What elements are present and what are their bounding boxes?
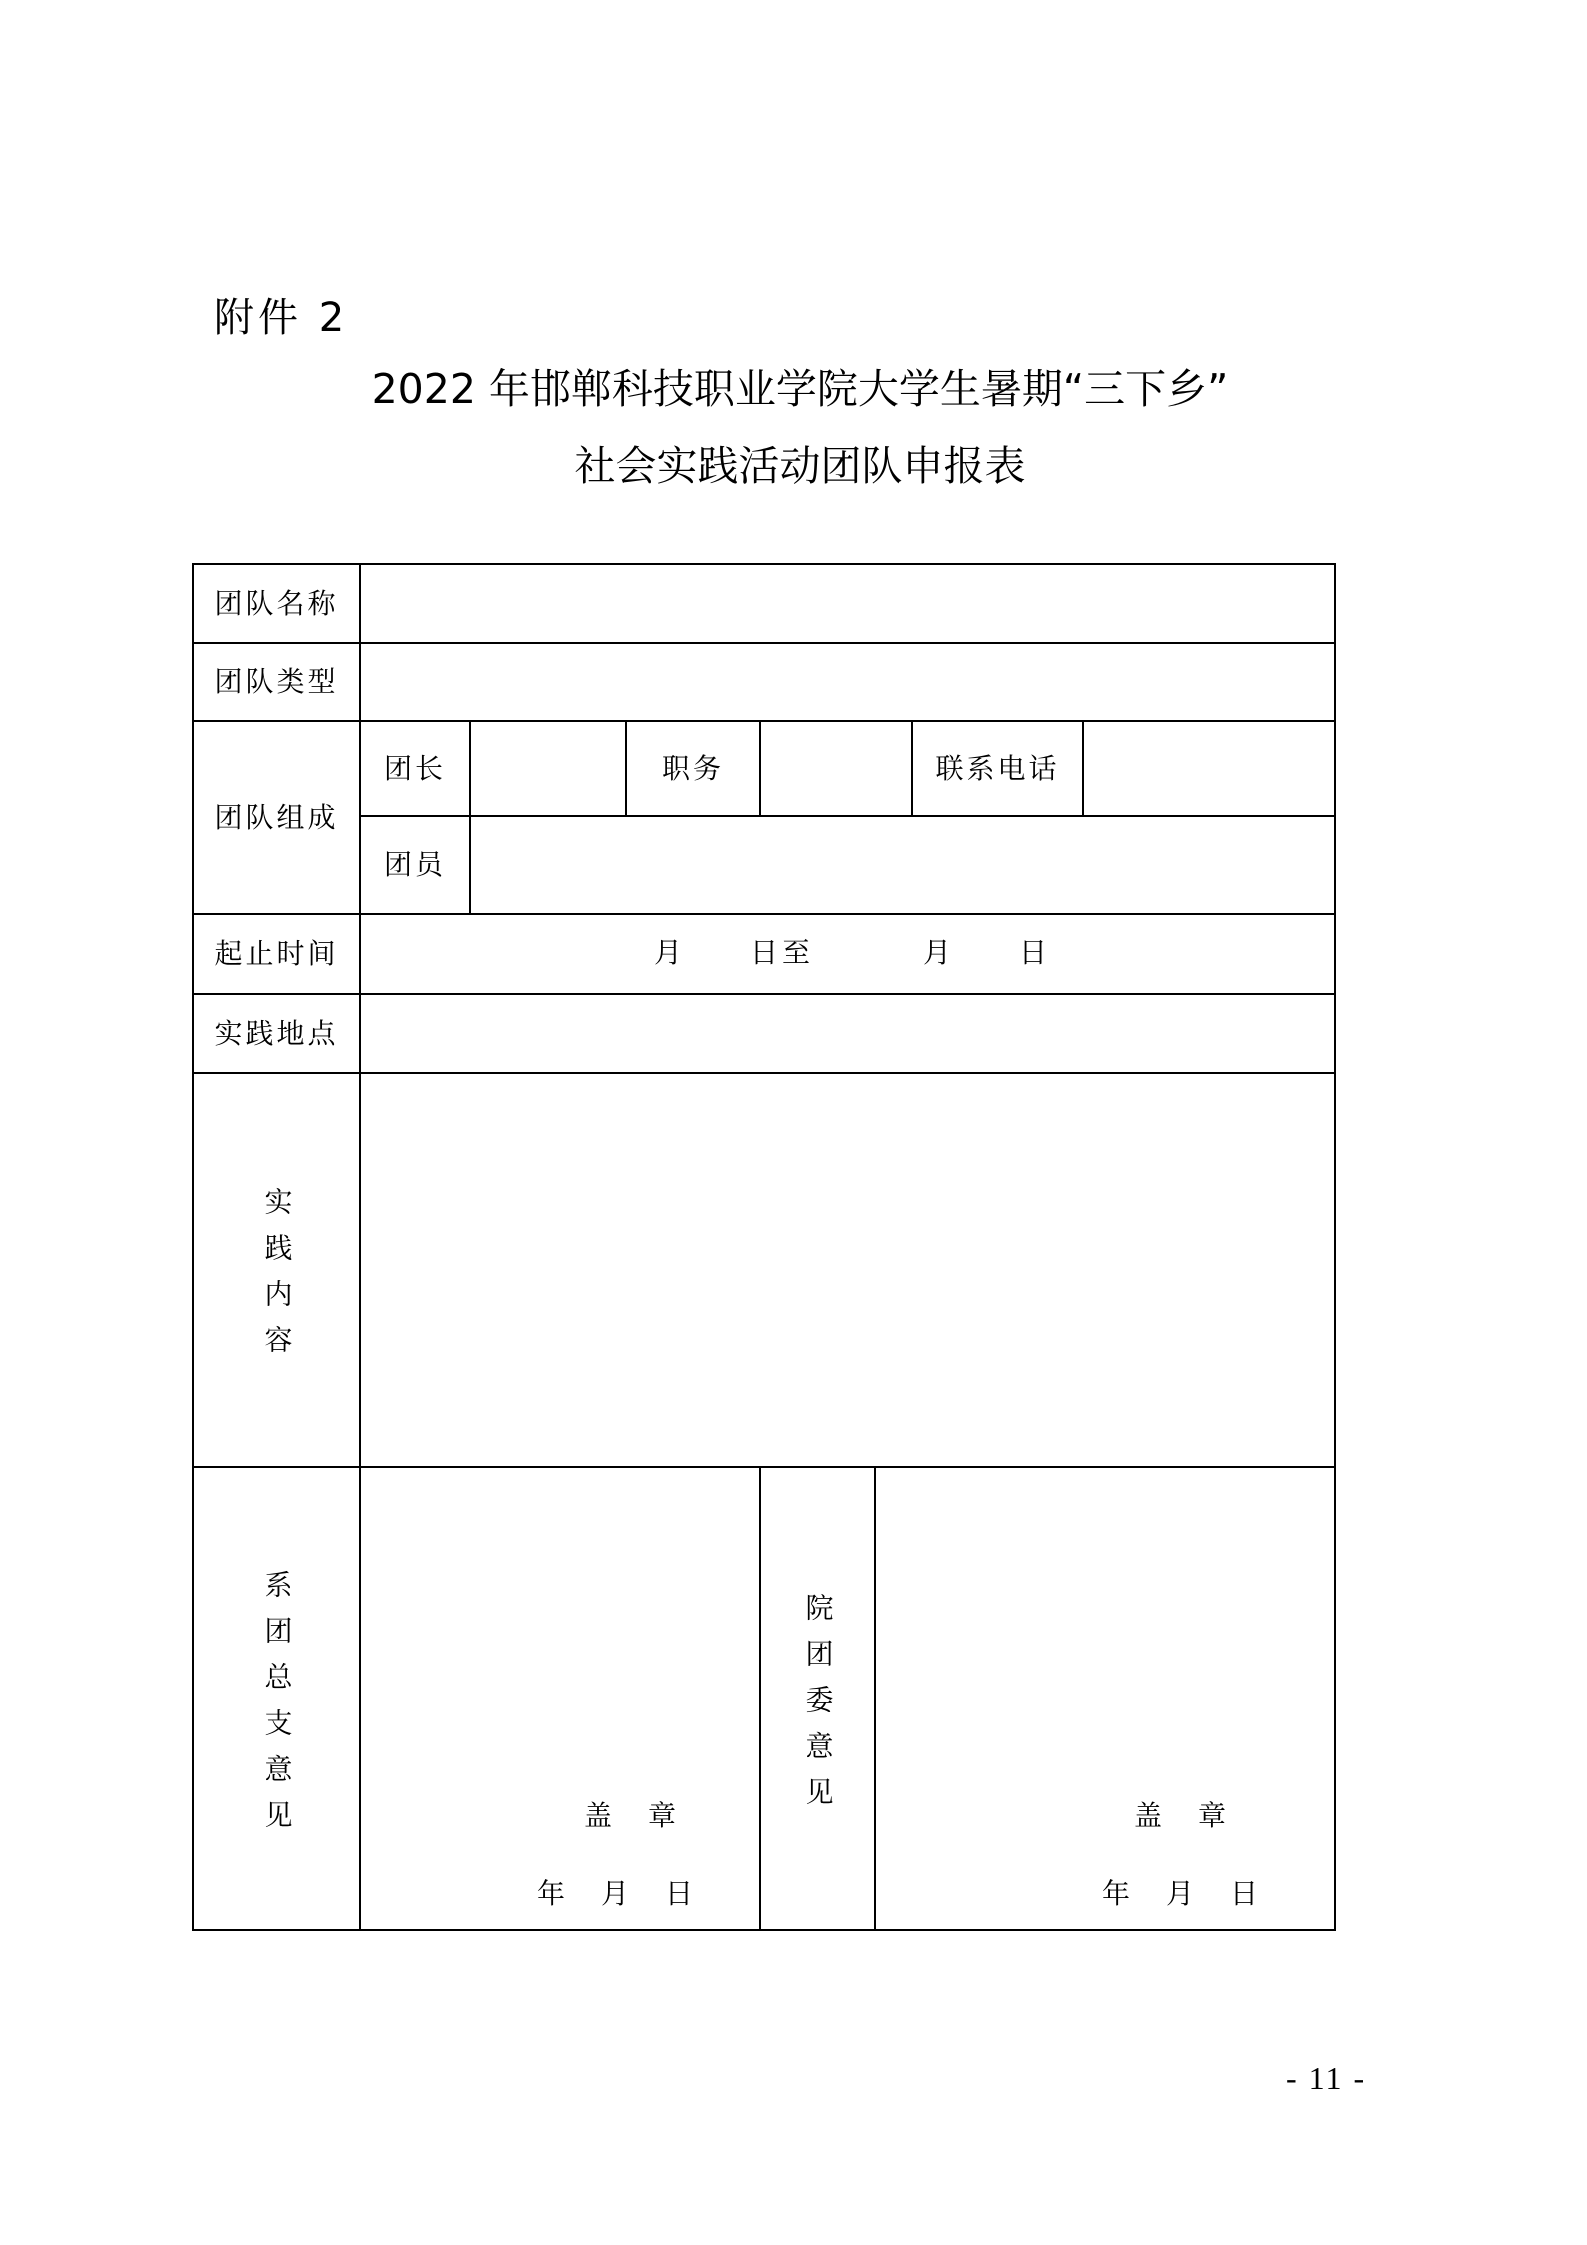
team-type-label: 团队类型 (194, 644, 361, 722)
period-end-day: 日 (1019, 936, 1052, 969)
period-label: 起止时间 (194, 915, 361, 995)
college-opinion-label-cell (761, 1468, 876, 1931)
position-field (761, 722, 913, 817)
content-field (361, 1074, 1336, 1468)
location-field (361, 995, 1336, 1074)
team-type-field (361, 644, 1336, 722)
period-start-month: 月 (654, 936, 687, 969)
leader-label: 团长 (361, 722, 471, 817)
college-opinion-field (876, 1468, 1336, 1931)
position-label: 职务 (627, 722, 761, 817)
period-start-day-to: 日至 (750, 936, 815, 969)
page-title-line-2: 社会实践活动团队申报表 (574, 442, 1026, 490)
department-opinion-label: 系团总支意见 (260, 1569, 294, 1846)
page-title-line-1: 2022 年邯郸科技职业学院大学生暑期“三下乡” (371, 365, 1229, 413)
college-opinion-label: 院团委意见 (801, 1592, 835, 1823)
department-seal-text: 盖 章 (584, 1799, 681, 1832)
location-label: 实践地点 (194, 995, 361, 1074)
college-date-text: 年 月 日 (1102, 1877, 1263, 1910)
department-opinion-label-cell (194, 1468, 361, 1931)
members-field (471, 817, 1336, 915)
content-label: 实践内容 (260, 1187, 294, 1371)
members-label: 团员 (361, 817, 471, 915)
phone-field (1084, 722, 1336, 817)
application-form-table (192, 563, 1336, 1931)
department-date-text: 年 月 日 (537, 1877, 698, 1910)
page-number: - 11 - (1286, 2060, 1367, 2096)
content-label-cell (194, 1074, 361, 1468)
team-name-label: 团队名称 (194, 565, 361, 644)
period-field (361, 915, 1336, 995)
college-seal-text: 盖 章 (1134, 1799, 1231, 1832)
department-opinion-field (361, 1468, 761, 1931)
team-name-field (361, 565, 1336, 644)
period-end-month: 月 (923, 936, 956, 969)
attachment-label: 附件 2 (214, 295, 349, 341)
team-composition-label: 团队组成 (194, 722, 361, 915)
phone-label: 联系电话 (913, 722, 1084, 817)
leader-field (471, 722, 627, 817)
